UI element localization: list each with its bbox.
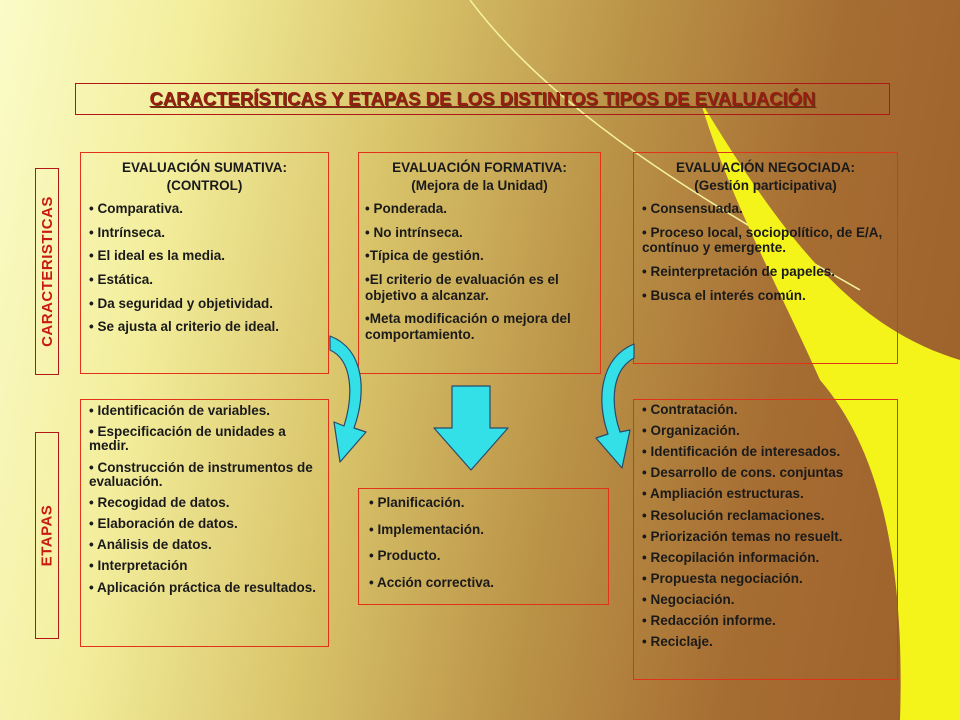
list-item: •Meta modificación o mejora del comportamiento. [365, 311, 571, 342]
list-item: • Da seguridad y objetividad. [89, 295, 274, 311]
caracteristicas-side-label [35, 168, 59, 375]
list-item: • Implementación. [369, 521, 485, 537]
list-item: • Acción correctiva. [369, 574, 495, 590]
sumativa-subtitle: (CONTROL) [166, 178, 243, 194]
negociada-stages-list [642, 402, 889, 649]
list-item: • No intrínseca. [365, 224, 463, 240]
sumativa-characteristics-list [89, 201, 320, 334]
list-item: • Identificación de interesados. [642, 444, 841, 460]
list-item: • Priorización temas no resuelt. [642, 528, 843, 544]
list-item: • Proceso local, sociopolítico, de E/A, contínuo y emergente. [642, 224, 883, 256]
etapas-side-label [35, 432, 59, 639]
list-item: • Negociación. [642, 591, 735, 607]
etapas-label-text: ETAPAS [38, 504, 56, 567]
list-item: • Resolución reclamaciones. [642, 507, 825, 523]
list-item: • Recopilación información. [642, 549, 820, 565]
list-item: • Aplicación práctica de resultados. [89, 579, 317, 595]
sumativa-stages-list [89, 404, 320, 595]
negociada-subtitle: (Gestión participativa) [694, 178, 837, 194]
negociada-title: EVALUACIÓN NEGOCIADA: [675, 160, 855, 175]
list-item: • Comparativa. [89, 201, 184, 217]
negociada-characteristics-list [642, 201, 889, 303]
list-item: • El ideal es la media. [89, 248, 226, 264]
negociada-stages-box [633, 399, 898, 680]
list-item: • Estática. [89, 271, 154, 287]
sumativa-characteristics-box [80, 152, 329, 374]
list-item: • Consensuada. [642, 201, 743, 217]
list-item: • Redacción informe. [642, 613, 776, 629]
page-title: CARACTERÍSTICAS Y ETAPAS DE LOS DISTINTOS TIPOS DE EVALUACIÓN [75, 83, 890, 115]
formativa-characteristics-list [365, 201, 594, 342]
list-item: • Ampliación estructuras. [642, 486, 804, 502]
negociada-header [642, 159, 889, 195]
list-item: • Reinterpretación de papeles. [642, 263, 836, 279]
sumativa-header [89, 159, 320, 195]
list-item: • Reciclaje. [642, 634, 713, 650]
formativa-stages-list [369, 495, 598, 590]
list-item: • Busca el interés común. [642, 287, 806, 303]
negociada-characteristics-box [633, 152, 898, 364]
down-arrow-icon [432, 384, 512, 474]
list-item: • Especificación de unidades a medir. [89, 424, 286, 454]
list-item: •El criterio de evaluación es el objetivo a alcanzar. [365, 271, 559, 303]
list-item: • Propuesta negociación. [642, 570, 803, 586]
formativa-stages-box [358, 488, 609, 605]
formativa-header [365, 159, 594, 195]
list-item: • Producto. [369, 548, 441, 564]
sumativa-title: EVALUACIÓN SUMATIVA: [122, 160, 287, 175]
caracteristicas-label-text: CARACTERISTICAS [38, 196, 56, 347]
curved-arrow-right-icon [588, 340, 638, 475]
list-item: • Desarrollo de cons. conjuntas [642, 465, 844, 481]
formativa-title: EVALUACIÓN FORMATIVA: [392, 160, 567, 175]
list-item: • Elaboración de datos. [89, 516, 238, 532]
list-item: • Ponderada. [365, 201, 447, 217]
list-item: • Planificación. [369, 495, 465, 510]
list-item: • Contratación. [642, 402, 738, 417]
list-item: • Se ajusta al criterio de ideal. [89, 319, 280, 335]
sumativa-stages-box [80, 399, 329, 647]
list-item: • Recogidad de datos. [89, 494, 230, 510]
list-item: •Típica de gestión. [365, 248, 484, 264]
list-item: • Construcción de instrumentos de evaluación. [89, 459, 313, 489]
curved-arrow-left-icon [326, 330, 376, 470]
list-item: • Interpretación [89, 558, 188, 574]
formativa-characteristics-box [358, 152, 601, 374]
formativa-subtitle: (Mejora de la Unidad) [411, 178, 548, 194]
list-item: • Organización. [642, 423, 740, 439]
list-item: • Intrínseca. [89, 224, 166, 240]
list-item: • Identificación de variables. [89, 403, 271, 418]
list-item: • Análisis de datos. [89, 537, 212, 553]
